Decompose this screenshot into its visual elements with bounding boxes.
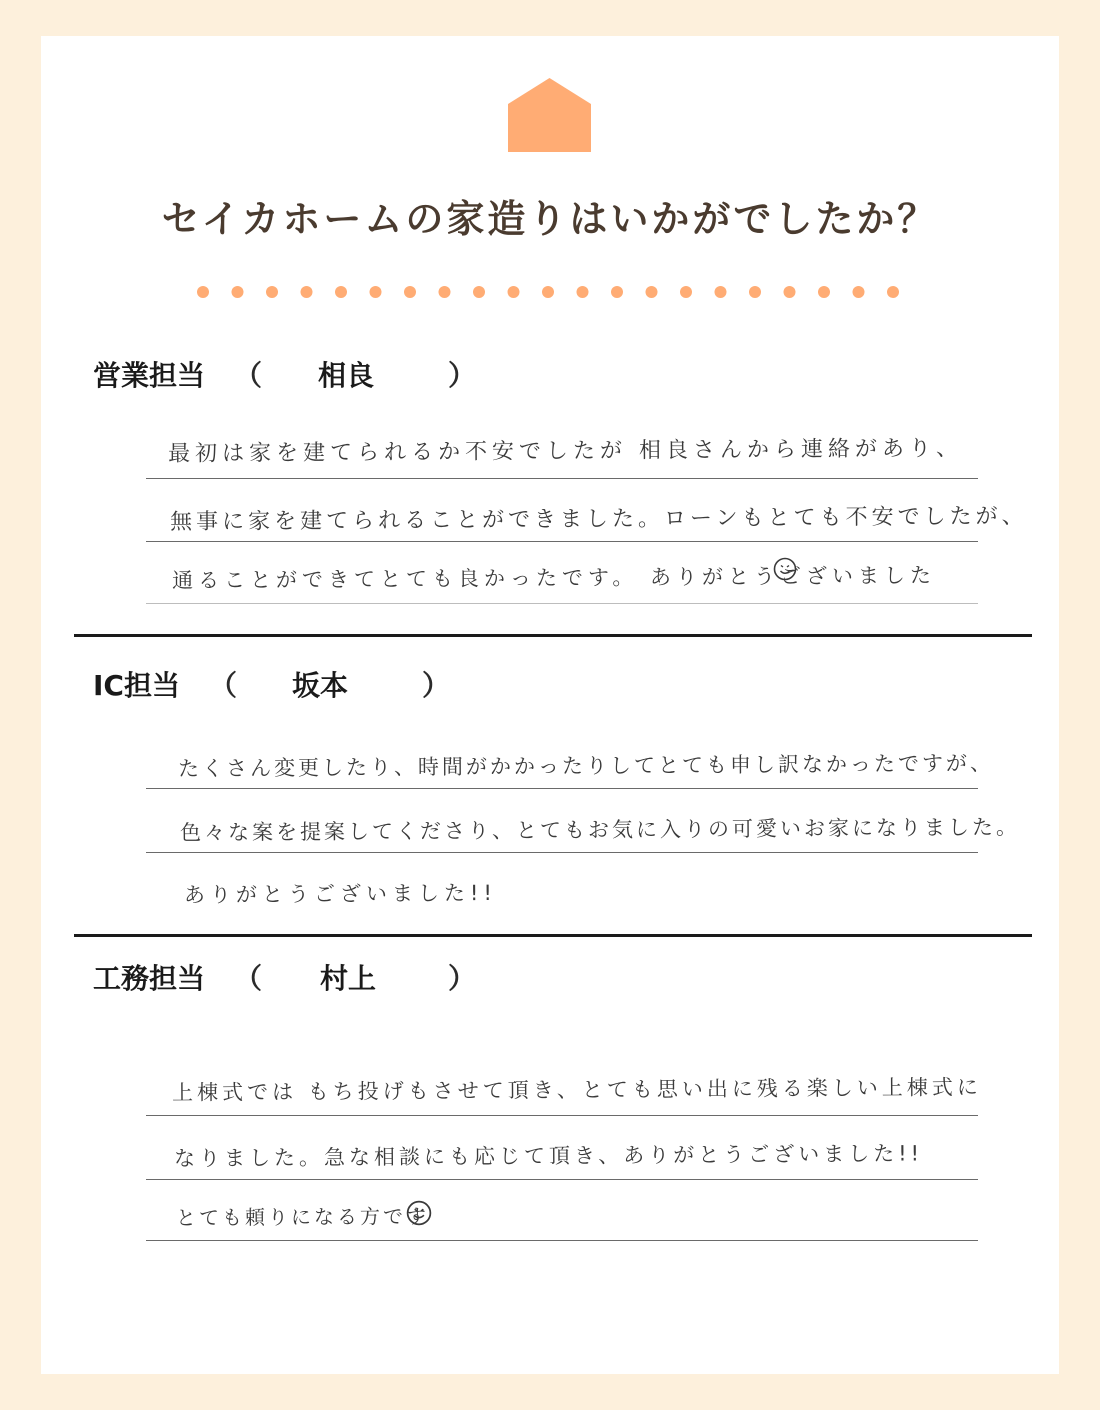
handwritten-line: 色々な案を提案してくださり、とてもお気に入りの可愛いお家になりました。 (179, 815, 1021, 845)
section-divider (74, 634, 1032, 637)
smile-icon (773, 557, 797, 581)
writing-rule (146, 603, 978, 604)
open-paren: （ (209, 669, 238, 702)
handwritten-line: 無事に家を建てられることができました。ローンもとても不安でしたが、 (169, 504, 1028, 535)
writing-rule (146, 852, 978, 853)
handwritten-line: ありがとうございました!! (183, 880, 497, 908)
handwritten-line: 通ることができてとても良かったです。 ありがとうございました (171, 563, 937, 593)
close-paren: ） (448, 962, 477, 995)
page-title: セイカホームの家造りはいかがでしたか？ (161, 197, 939, 241)
house-icon (508, 78, 591, 152)
writing-rule (146, 541, 978, 542)
staff-name: 村上 (320, 962, 377, 995)
smile-icon (406, 1200, 432, 1226)
handwritten-line: なりました。急な相談にも応じて頂き、ありがとうございました!! (173, 1141, 924, 1171)
writing-rule (146, 788, 978, 789)
writing-rule (146, 1179, 978, 1180)
open-paren: （ (234, 359, 263, 392)
section-divider (74, 934, 1032, 937)
open-paren: （ (234, 962, 263, 995)
handwritten-line: とても頼りになる方です (175, 1204, 430, 1230)
writing-rule (146, 1240, 978, 1241)
role-label: IC担当 (93, 669, 180, 702)
handwritten-line: 最初は家を建てられるか不安でしたが 相良さんから連絡があり、 (167, 436, 964, 467)
writing-rule (146, 1115, 978, 1116)
role-label: 工務担当 (93, 962, 206, 995)
close-paren: ） (422, 669, 451, 702)
handwritten-line: たくさん変更したり、時間がかかったりしてとても申し訳なかったですが、 (177, 751, 995, 781)
writing-rule (146, 478, 978, 479)
staff-name: 坂本 (292, 669, 349, 702)
role-label: 営業担当 (93, 359, 206, 392)
close-paren: ） (448, 359, 477, 392)
dotted-divider (196, 285, 908, 299)
handwritten-line: 上棟式では もち投げもさせて頂き、とても思い出に残る楽しい上棟式に (171, 1075, 982, 1105)
staff-name: 相良 (318, 359, 375, 392)
